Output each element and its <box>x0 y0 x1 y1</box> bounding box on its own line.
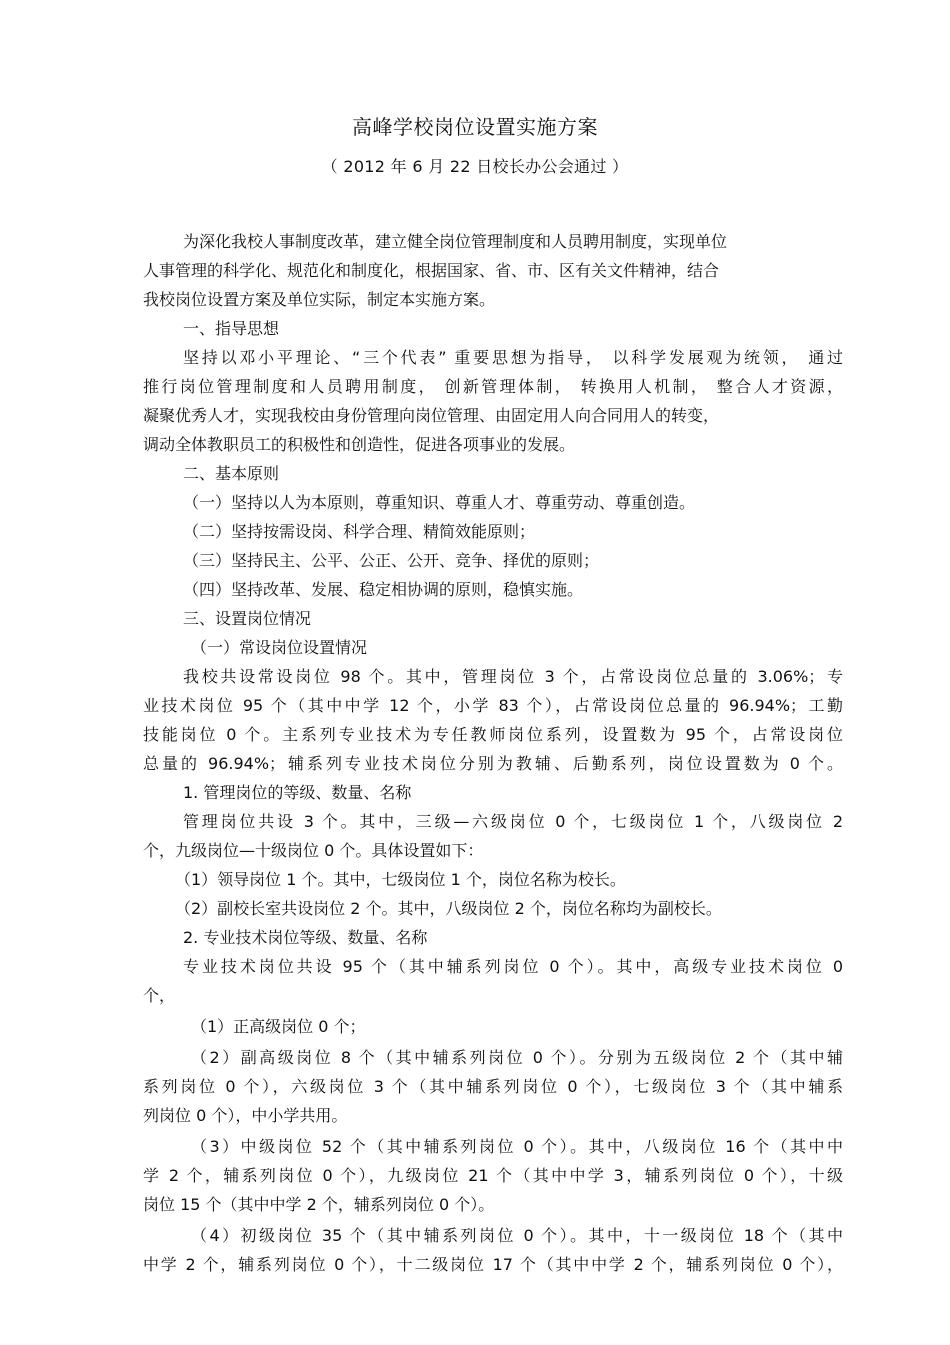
paragraph-line: 凝聚优秀人才，实现我校由身份管理向岗位管理、由固定用人向合同用人的转变， <box>143 406 720 425</box>
paragraph-line: 推行岗位管理制度和人员聘用制度， 创新管理体制， 转换用人机制， 整合人才资源， <box>143 377 843 396</box>
list-item: （1）领导岗位 1 个。其中，七级岗位 1 个，岗位名称为校长。 <box>175 870 626 889</box>
section-heading: 三、设置岗位情况 <box>183 609 312 628</box>
paragraph-line: 总量的 96.94%；辅系列专业技术岗位分别为教辅、后勤系列，岗位设置数为 0 个。 <box>143 754 843 773</box>
paragraph-line: 坚持以邓小平理论、“三个代表” 重要思想为指导， 以科学发展观为统领， 通过 <box>183 348 843 367</box>
paragraph-line: 管理岗位共设 3 个。其中，三级—六级岗位 0 个，七级岗位 1 个，八级岗位 2 <box>183 812 843 831</box>
document-subtitle: （ 2012 年 6 月 22 日校长办公会通过 ） <box>321 157 629 176</box>
principle-item: （一）坚持以人为本原则，尊重知识、尊重人才、尊重劳动、尊重创造。 <box>183 493 696 512</box>
paragraph-line: 为深化我校人事制度改革，建立健全岗位管理制度和人员聘用制度，实现单位 <box>183 232 728 251</box>
paragraph-line: 调动全体教职员工的积极性和创造性，促进各项事业的发展。 <box>143 435 576 454</box>
paragraph-line: 个，九级岗位—十级岗位 0 个。具体设置如下： <box>143 841 484 860</box>
section-heading: 二、基本原则 <box>183 464 280 483</box>
list-item: （4）初级岗位 35 个（其中辅系列岗位 0 个）。其中，十一级岗位 18 个（其中 <box>191 1226 843 1245</box>
list-item: （2）副高级岗位 8 个（其中辅系列岗位 0 个）。分别为五级岗位 2 个（其中辅 <box>191 1048 843 1067</box>
document-body <box>143 227 843 1279</box>
paragraph-line: 业技术岗位 95 个（其中中学 12 个，小学 83 个），占常设岗位总量的 96.94%；工勤 <box>143 696 843 715</box>
subsection-heading: （一）常设岗位设置情况 <box>191 638 368 657</box>
section-heading: 一、指导思想 <box>183 319 280 338</box>
list-item: （2）副校长室共设岗位 2 个。其中，八级岗位 2 个，岗位名称均为副校长。 <box>175 899 722 918</box>
list-item: （3）中级岗位 52 个（其中辅系列岗位 0 个）。其中，八级岗位 16 个（其中中 <box>191 1137 843 1156</box>
principle-item: （四）坚持改革、发展、稳定相协调的原则，稳慎实施。 <box>183 580 584 599</box>
principle-item: （二）坚持按需设岗、科学合理、精简效能原则； <box>183 522 536 541</box>
subsection-heading: 2. 专业技术岗位等级、数量、名称 <box>183 928 428 947</box>
paragraph-line: 岗位 15 个（其中中学 2 个，辅系列岗位 0 个）。 <box>143 1195 495 1214</box>
paragraph-line: 专业技术岗位共设 95 个（其中辅系列岗位 0 个）。其中，高级专业技术岗位 0 <box>183 957 843 976</box>
paragraph-line: 学 2 个，辅系列岗位 0 个），九级岗位 21 个（其中中学 3，辅系列岗位 0 个），十级 <box>143 1166 843 1185</box>
document-title: 高峰学校岗位设置实施方案 <box>352 115 598 139</box>
paragraph-line: 个， <box>143 986 176 1005</box>
paragraph-line: 人事管理的科学化、规范化和制度化，根据国家、省、市、区有关文件精神，结合 <box>143 261 720 280</box>
paragraph-line: 技能岗位 0 个。主系列专业技术为专任教师岗位系列，设置数为 95 个，占常设岗位 <box>143 725 843 744</box>
subsection-heading: 1. 管理岗位的等级、数量、名称 <box>183 783 412 802</box>
principle-item: （三）坚持民主、公平、公正、公开、竞争、择优的原则； <box>183 551 600 570</box>
list-item: （1）正高级岗位 0 个； <box>191 1017 366 1036</box>
paragraph-line: 列岗位 0 个），中小学共用。 <box>143 1106 348 1125</box>
paragraph-line: 我校共设常设岗位 98 个。其中，管理岗位 3 个，占常设岗位总量的 3.06%；专 <box>183 667 843 686</box>
paragraph-line: 我校岗位设置方案及单位实际，制定本实施方案。 <box>143 290 496 309</box>
paragraph-line: 系列岗位 0 个），六级岗位 3 个（其中辅系列岗位 0 个），七级岗位 3 个（其中辅系 <box>143 1077 843 1096</box>
paragraph-line: 中学 2 个，辅系列岗位 0 个），十二级岗位 17 个（其中中学 2 个，辅系列岗位 0 个）， <box>143 1255 843 1274</box>
